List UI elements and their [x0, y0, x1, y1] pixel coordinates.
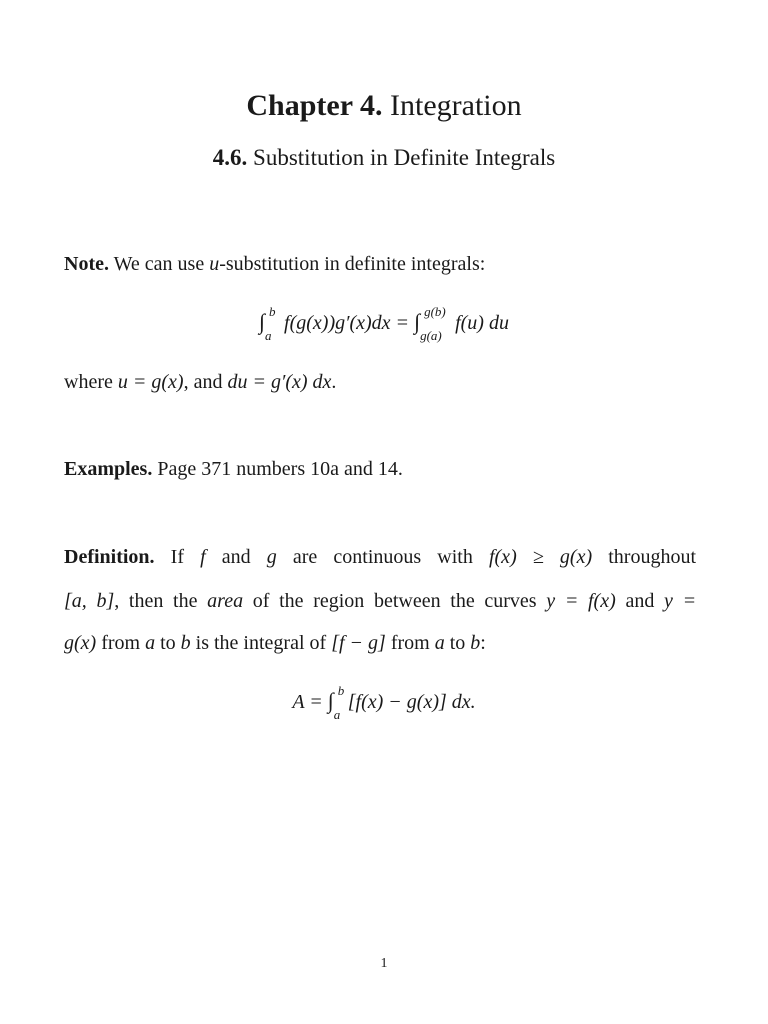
note-text: We can use [113, 253, 205, 275]
substitution-formula [0, 304, 768, 343]
bound-b: b [180, 632, 191, 654]
integral-sign: ∫ b a [259, 310, 265, 334]
definition-text: from [101, 632, 141, 654]
chapter-heading [0, 86, 768, 126]
chapter-number: Chapter 4. [246, 89, 383, 122]
chapter-title: Integration [390, 89, 522, 122]
upper-limit: g(b) [424, 304, 446, 319]
integrand-left: f(g(x))g′(x)dx = [284, 312, 410, 334]
lower-limit: g(a) [420, 328, 442, 343]
definition-text: from [390, 632, 430, 654]
section-heading [0, 143, 768, 173]
where-line [64, 370, 696, 394]
definition-text: is the integral of [195, 632, 327, 654]
note-label: Note. [64, 253, 109, 275]
where-middle: , and [183, 371, 223, 393]
definition-text: are continuous with [292, 546, 473, 568]
definition-label: Definition. [64, 546, 155, 568]
area-integrand: [f(x) − g(x)] dx. [347, 691, 476, 713]
definition-line-2 [64, 589, 696, 613]
du-definition: du = g′(x) dx [227, 371, 332, 393]
lower-limit: a [265, 328, 272, 343]
area-term: area [207, 590, 244, 612]
note-paragraph [64, 252, 696, 276]
bound-a: a [145, 632, 156, 654]
interval: [a, b] [64, 590, 115, 612]
examples-label: Examples. [64, 458, 153, 480]
function-g: g [266, 546, 277, 568]
curve-f: y = f(x) [546, 590, 616, 612]
definition-text: If [170, 546, 184, 568]
upper-limit: b [337, 683, 345, 698]
where-text: where [64, 371, 113, 393]
note-variable: u [209, 253, 220, 275]
definition-text: to [449, 632, 466, 654]
examples-text: Page 371 numbers 10a and 14. [157, 458, 403, 480]
function-f: f [200, 546, 206, 568]
bound-b: b [470, 632, 481, 654]
where-end: . [331, 371, 337, 393]
definition-line-3 [64, 631, 696, 655]
integrand-right: f(u) du [455, 312, 509, 334]
inequality: f(x) ≥ g(x) [488, 546, 593, 568]
definition-text: of the region between the curves [252, 590, 537, 612]
definition-text: , then the [114, 590, 198, 612]
definition-text: throughout [608, 546, 697, 568]
difference: [f − g] [331, 632, 386, 654]
lower-limit: a [333, 707, 341, 722]
area-formula [0, 683, 768, 722]
page-number: 1 [380, 956, 388, 971]
integral-sign: ∫ g(b) g(a) [414, 310, 420, 334]
section-title: Substitution in Definite Integrals [253, 145, 556, 170]
u-definition: u = g(x) [117, 371, 184, 393]
definition-line-1 [64, 545, 696, 569]
definition-text: and [221, 546, 251, 568]
definition-text: to [160, 632, 176, 654]
curve-g-end: g(x) [64, 632, 97, 654]
definition-colon: : [480, 632, 486, 654]
bound-a: a [434, 632, 445, 654]
examples-paragraph [64, 457, 696, 481]
curve-g-start: y = [664, 590, 697, 612]
integral-sign: ∫ b a [328, 689, 334, 713]
definition-text: and [625, 590, 655, 612]
upper-limit: b [269, 304, 276, 319]
note-text-end: -substitution in definite integrals: [219, 253, 486, 275]
section-number: 4.6. [212, 145, 248, 170]
area-lhs: A = [292, 691, 323, 713]
